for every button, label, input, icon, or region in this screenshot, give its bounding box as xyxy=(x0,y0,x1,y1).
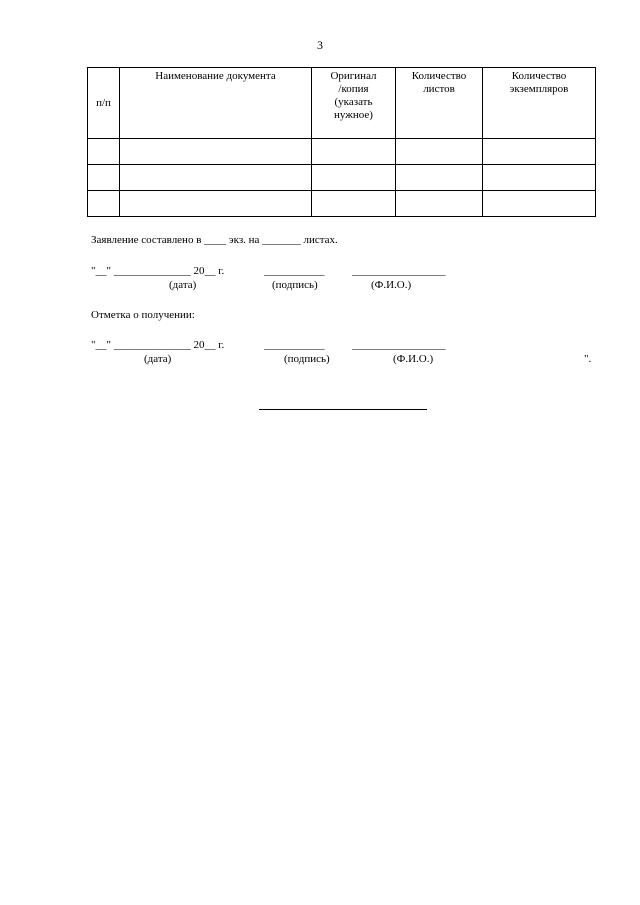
header-copy-line: Количество xyxy=(511,70,567,82)
table-cell xyxy=(120,165,312,191)
table-cell xyxy=(483,139,596,165)
fio-blank-1: _________________ xyxy=(352,265,446,277)
header-original-line: (указать xyxy=(334,96,373,108)
table-row xyxy=(88,191,596,217)
signature-blank-1: ___________ xyxy=(264,265,325,277)
signature-caption-1: (подпись) xyxy=(272,279,318,291)
header-original-line: /копия xyxy=(338,83,369,95)
table-cell xyxy=(483,165,596,191)
header-original-copy xyxy=(312,68,396,139)
table-cell xyxy=(88,165,120,191)
table-cell xyxy=(483,191,596,217)
fio-blank-2: _________________ xyxy=(352,339,446,351)
date-line-1: "__" ______________ 20__ г. xyxy=(91,265,225,277)
header-document-name: Наименование документа xyxy=(120,68,312,139)
fio-caption-2: (Ф.И.О.) xyxy=(393,353,434,365)
statement-line xyxy=(91,234,338,246)
table-cell xyxy=(120,139,312,165)
table-row xyxy=(88,139,596,165)
header-sheet-line: листов xyxy=(423,83,455,95)
table-cell xyxy=(312,165,396,191)
table-cell xyxy=(88,139,120,165)
fio-caption-1: (Ф.И.О.) xyxy=(371,279,412,291)
closing-divider xyxy=(259,409,427,410)
statement-suffix: листах. xyxy=(303,234,338,246)
table-header-row xyxy=(88,68,596,139)
date-line-2: "__" ______________ 20__ г. xyxy=(91,339,225,351)
signature-caption-2: (подпись) xyxy=(284,353,330,365)
receipt-label: Отметка о получении: xyxy=(91,309,195,321)
date-caption-2: (дата) xyxy=(144,353,172,365)
date-caption-1: (дата) xyxy=(169,279,197,291)
statement-mid: экз. на xyxy=(228,234,260,246)
header-copy-line: экземпляров xyxy=(509,83,569,95)
table-cell xyxy=(312,191,396,217)
header-sheet-line: Количество xyxy=(411,70,467,82)
statement-prefix: Заявление составлено в xyxy=(91,234,202,246)
table-cell xyxy=(396,139,483,165)
documents-table xyxy=(87,67,596,217)
table-cell xyxy=(396,165,483,191)
header-copy-count xyxy=(483,68,596,139)
closing-quote: ". xyxy=(584,353,592,365)
page-number: 3 xyxy=(317,38,323,52)
header-original-line: Оригинал xyxy=(330,70,377,82)
header-original-line: нужное) xyxy=(334,109,373,121)
header-number: п/п xyxy=(88,68,120,139)
table-cell xyxy=(396,191,483,217)
table-cell xyxy=(88,191,120,217)
statement-copies-blank: ____ xyxy=(204,234,227,246)
statement-sheets-blank: _______ xyxy=(262,234,301,246)
table-cell xyxy=(312,139,396,165)
table-cell xyxy=(120,191,312,217)
header-sheet-count xyxy=(396,68,483,139)
signature-blank-2: ___________ xyxy=(264,339,325,351)
table-row xyxy=(88,165,596,191)
